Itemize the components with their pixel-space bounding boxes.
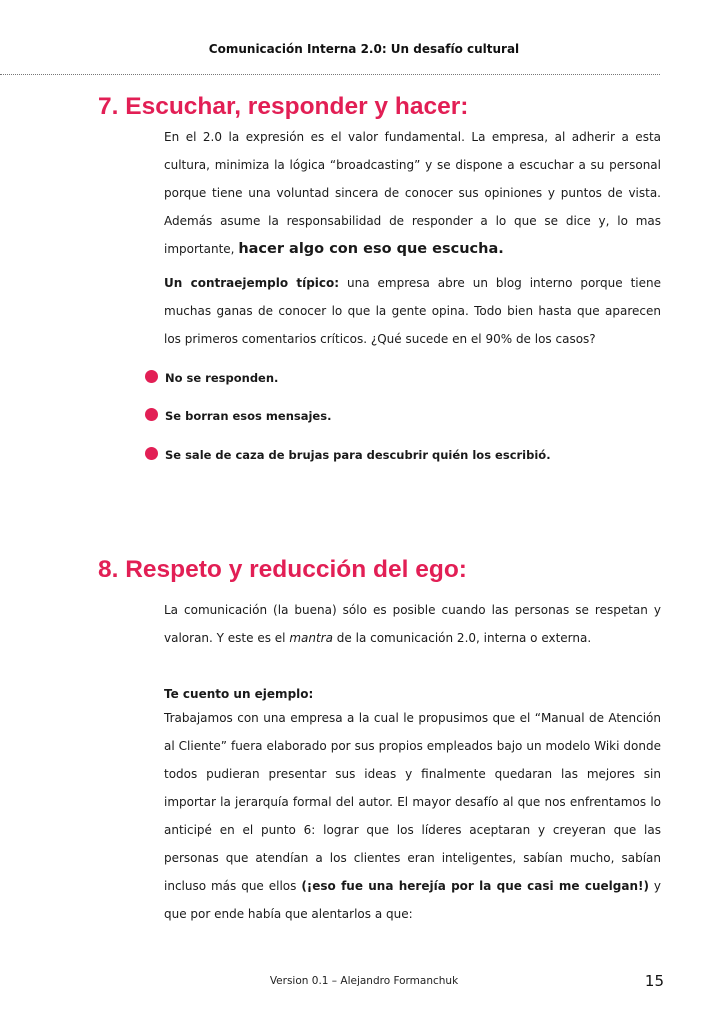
- section-8-p1-mantra: mantra: [289, 631, 333, 645]
- running-header: Comunicación Interna 2.0: Un desafío cultural: [208, 42, 520, 56]
- section-8-p1-b: de la comunicación 2.0, interna o externa.: [336, 631, 592, 645]
- counterexample-label: Un contraejemplo típico:: [164, 276, 340, 290]
- section-7-paragraph-1: [164, 123, 661, 263]
- section-7-paragraph-2: [164, 269, 661, 353]
- page-footer: Version 0.1 – Alejandro Formanchuk: [269, 975, 459, 987]
- section-8-p1-a: La comunicación (la buena) sólo es posible cuando las personas se respetan y valoran. Y este es el: [164, 603, 661, 645]
- bullet-item-3: [145, 445, 665, 465]
- bullet-dot-icon: [145, 370, 158, 383]
- page-number: 15: [644, 972, 664, 990]
- section-7-p1-emphasis: hacer algo con eso que escucha.: [238, 241, 504, 257]
- section-8-heading: 8. Respeto y reducción del ego:: [98, 556, 467, 583]
- section-8-paragraph-3: [164, 704, 661, 928]
- section-8-p3-a: Trabajamos con una empresa a la cual le propusimos que el “Manual de Atención al Cliente” fuera elaborado por sus propios empleados bajo un modelo Wiki donde todos pudieran presentar sus ideas y finalmente quedaran las mejores sin importar la jerarquía formal del autor. El mayor desafío al que nos enfrentamos lo anticipé en el punto 6: lograr que los líderes aceptaran y creyeran que las personas que atendían a los clientes eran inteligentes, sabían mucho, sabían incluso más que ellos: [164, 711, 661, 893]
- section-8-p3-bold: (¡eso fue una herejía por la que casi me cuelgan!): [301, 879, 649, 893]
- bullet-dot-icon: [145, 447, 158, 460]
- section-7-p1-text: En el 2.0 la expresión es el valor fundamental. La empresa, al adherir a esta cultura, minimiza la lógica “broadcasting” y se dispone a escuchar a su personal porque tiene una voluntad sincera de conocer sus opiniones y puntos de vista. Además asume la responsabilidad de responder a lo que se dice y, lo mas importante,: [164, 130, 661, 256]
- section-7-p2-text: una empresa abre un blog interno porque tiene muchas ganas de conocer lo que la gente opina. Todo bien hasta que aparecen los primeros comentarios críticos. ¿Qué sucede en el 90% de los casos?: [164, 276, 661, 346]
- bullet-item-1: [145, 368, 665, 388]
- header-divider: [0, 74, 660, 75]
- section-7-heading: 7. Escuchar, responder y hacer:: [98, 93, 469, 120]
- section-8-p3-b: y que por ende había que alentarlos a que:: [164, 879, 661, 921]
- bullet-text-3: Se sale de caza de brujas para descubrir quién los escribió.: [165, 448, 551, 462]
- section-8-paragraph-1: [164, 596, 661, 652]
- example-label: Te cuento un ejemplo:: [164, 687, 314, 701]
- bullet-dot-icon: [145, 408, 158, 421]
- bullet-text-1: No se responden.: [165, 371, 279, 385]
- bullet-text-2: Se borran esos mensajes.: [165, 409, 332, 423]
- bullet-item-2: [145, 406, 665, 426]
